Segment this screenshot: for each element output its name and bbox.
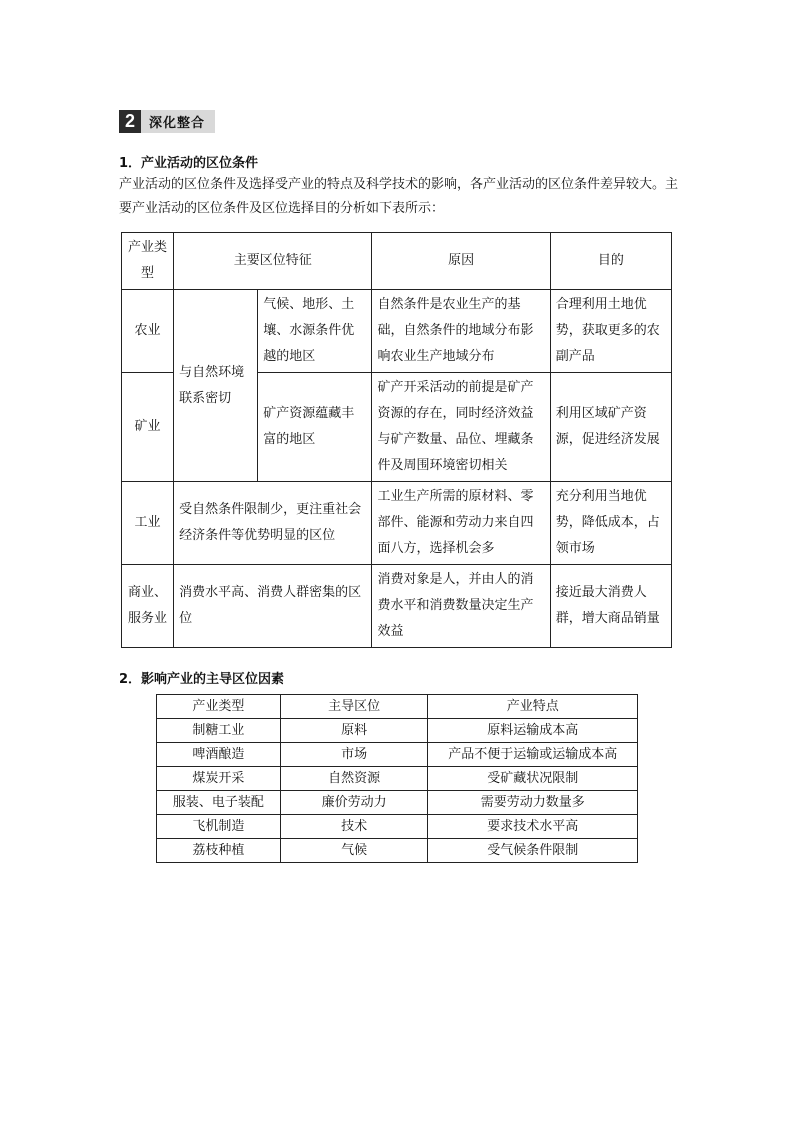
- table-row: [157, 719, 638, 743]
- table-cell: 技术: [280, 815, 428, 839]
- feature-cell: 受自然条件限制少，更注重社会经济条件等优势明显的区位: [174, 482, 372, 565]
- table-cell: 气候: [280, 839, 428, 863]
- table-cell: 飞机制造: [157, 815, 281, 839]
- purpose-cell: 合理利用土地优势，获取更多的农副产品: [550, 290, 671, 373]
- table-cell: 产品不便于运输或运输成本高: [428, 743, 638, 767]
- table-row: [157, 767, 638, 791]
- location-conditions-table: [121, 232, 672, 648]
- section-header-banner: [119, 110, 215, 133]
- feature-cell: 矿产资源蕴藏丰富的地区: [258, 373, 372, 482]
- table-header-row: [157, 695, 638, 719]
- purpose-cell: 利用区域矿产资源，促进经济发展: [550, 373, 671, 482]
- table-row: [157, 743, 638, 767]
- table-cell: 啤酒酿造: [157, 743, 281, 767]
- table-cell: 荔枝种植: [157, 839, 281, 863]
- section1-title: 1．产业活动的区位条件: [119, 156, 259, 171]
- type-cell: 农业: [122, 290, 174, 373]
- table-cell: 受矿藏状况限制: [428, 767, 638, 791]
- table-cell: 受气候条件限制: [428, 839, 638, 863]
- header-features: 主要区位特征: [174, 233, 372, 290]
- header-cell: 主导区位: [280, 695, 428, 719]
- table-cell: 原料: [280, 719, 428, 743]
- table-cell: 服装、电子装配: [157, 791, 281, 815]
- type-cell: 矿业: [122, 373, 174, 482]
- table-row: [122, 565, 672, 648]
- table-cell: 要求技术水平高: [428, 815, 638, 839]
- reason-cell: 工业生产所需的原材料、零部件、能源和劳动力来自四面八方，选择机会多: [372, 482, 550, 565]
- table-row: [122, 290, 672, 373]
- type-cell: 商业、服务业: [122, 565, 174, 648]
- dominant-factors-table: [156, 694, 638, 863]
- reason-cell: 自然条件是农业生产的基础，自然条件的地域分布影响农业生产地域分布: [372, 290, 550, 373]
- header-cell: 产业特点: [428, 695, 638, 719]
- table-cell: 市场: [280, 743, 428, 767]
- table-cell: 原料运输成本高: [428, 719, 638, 743]
- section-number-badge: 2: [119, 110, 141, 133]
- table-cell: 廉价劳动力: [280, 791, 428, 815]
- table-row: [157, 839, 638, 863]
- header-reason: 原因: [372, 233, 550, 290]
- reason-cell: 消费对象是人，并由人的消费水平和消费数量决定生产效益: [372, 565, 550, 648]
- section-header-title: 深化整合: [149, 116, 206, 131]
- reason-cell: 矿产开采活动的前提是矿产资源的存在，同时经济效益与矿产数量、品位、埋藏条件及周围环境密切相关: [372, 373, 550, 482]
- table-cell: 自然资源: [280, 767, 428, 791]
- section2-title: 2．影响产业的主导区位因素: [119, 672, 285, 687]
- section1-paragraph: 产业活动的区位条件及选择受产业的特点及科学技术的影响，各产业活动的区位条件差异较大。主要产业活动的区位条件及区位选择目的分析如下表所示：: [119, 177, 679, 216]
- table-cell: 煤炭开采: [157, 767, 281, 791]
- header-type: 产业类型: [122, 233, 174, 290]
- table-row: [122, 482, 672, 565]
- header-cell: 产业类型: [157, 695, 281, 719]
- nature-link-cell: 与自然环境联系密切: [174, 290, 258, 482]
- feature-cell: 消费水平高、消费人群密集的区位: [174, 565, 372, 648]
- table-header-row: [122, 233, 672, 290]
- type-cell: 工业: [122, 482, 174, 565]
- table-row: [157, 791, 638, 815]
- table-row: [157, 815, 638, 839]
- purpose-cell: 充分利用当地优势，降低成本，占领市场: [550, 482, 671, 565]
- purpose-cell: 接近最大消费人群，增大商品销量: [550, 565, 671, 648]
- table-cell: 制糖工业: [157, 719, 281, 743]
- feature-cell: 气候、地形、土壤、水源条件优越的地区: [258, 290, 372, 373]
- header-purpose: 目的: [550, 233, 671, 290]
- table-cell: 需要劳动力数量多: [428, 791, 638, 815]
